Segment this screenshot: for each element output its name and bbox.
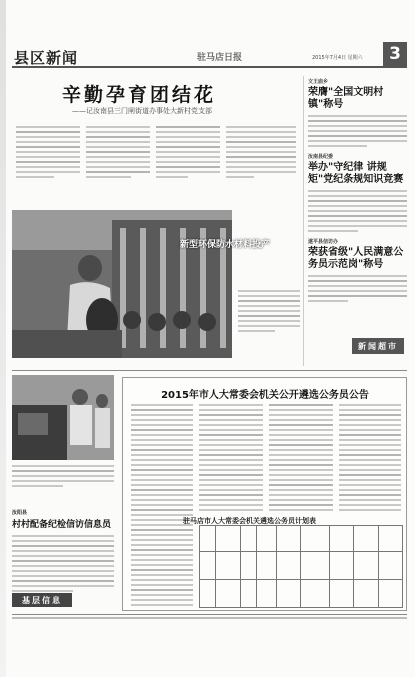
notice-column xyxy=(199,404,263,514)
factory-photo xyxy=(12,210,232,358)
brief-kicker: 遂平县信访办 xyxy=(308,239,339,245)
news-supermarket-logo: 新闻超市 xyxy=(352,338,404,354)
grassroots-info-logo: 基层信息 xyxy=(12,593,72,607)
table-header-row xyxy=(200,526,403,552)
masthead-logo: 驻马店日报 xyxy=(197,53,243,63)
brief-item xyxy=(308,238,407,302)
notice-column xyxy=(339,404,401,514)
brief-kicker: 文王庙乡 xyxy=(308,79,329,85)
section-title: 县区新闻 xyxy=(14,49,79,67)
police-photo xyxy=(12,375,114,460)
brief-title: 荣获省级"人民满意公务员示范岗"称号 xyxy=(308,247,404,270)
brief-item xyxy=(308,78,407,147)
page-footer xyxy=(12,614,407,622)
article-headline: 村村配备纪检信访信息员 xyxy=(12,520,112,530)
civil-servant-notice xyxy=(122,377,407,611)
article-column xyxy=(86,126,150,198)
article-kicker: 汝阳县 xyxy=(12,510,28,516)
photo-caption-title: 新型环保防水材料投产 xyxy=(180,240,271,250)
factory-photo-image xyxy=(12,210,232,358)
page-edge xyxy=(0,0,6,677)
recruitment-table xyxy=(199,525,403,608)
brief-title: 荣膺"全国文明村镇"称号 xyxy=(308,87,384,110)
article-column xyxy=(226,126,296,198)
table-row xyxy=(200,580,403,608)
article-subhead: ——记汝南县三门闸街道办事处大新村党支部 xyxy=(72,107,212,115)
notice-column xyxy=(269,404,333,514)
issue-date: 2015年7月4日 星期六 xyxy=(312,55,363,61)
section-divider xyxy=(12,370,407,371)
recruitment-table-title: 驻马店市人大常委会机关遴选公务员计划表 xyxy=(183,517,316,525)
news-brief-column xyxy=(303,76,407,366)
photo-caption-text xyxy=(12,465,114,490)
brief-item xyxy=(308,153,407,232)
table-row xyxy=(200,552,403,580)
article-headline: 辛勤孕育团结花 xyxy=(62,84,217,106)
page-number-badge: 3 xyxy=(383,42,407,66)
brief-title: 举办"守纪律 讲规矩"党纪条规知识竞赛 xyxy=(308,162,404,185)
notice-title: 2015年市人大常委会机关公开遴选公务员公告 xyxy=(161,390,369,401)
lead-article xyxy=(12,76,299,200)
article-column xyxy=(156,126,220,198)
lower-left-article xyxy=(12,375,114,613)
photo-caption-text xyxy=(238,290,300,335)
page-header xyxy=(12,46,407,68)
notice-column xyxy=(131,404,193,609)
article-column xyxy=(16,126,80,198)
brief-kicker: 汝南县纪委 xyxy=(308,154,334,160)
article-body xyxy=(12,535,114,595)
